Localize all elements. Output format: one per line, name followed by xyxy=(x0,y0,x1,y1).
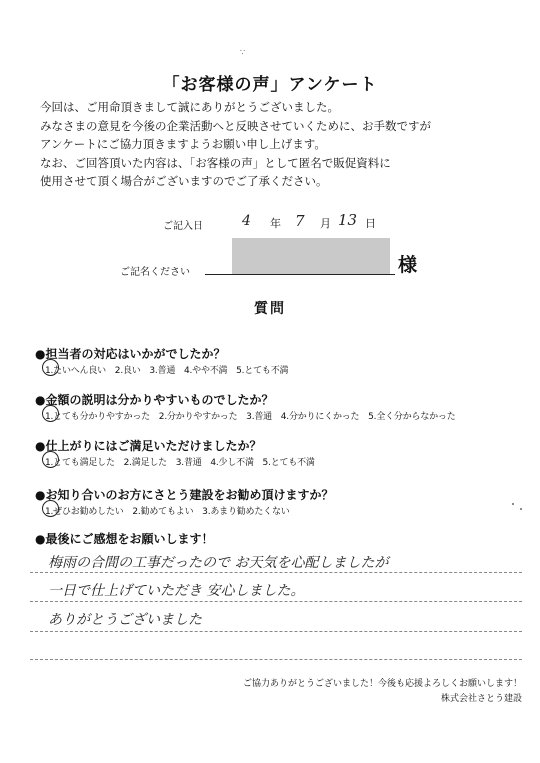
scan-mark: ∵ xyxy=(240,48,246,57)
name-suffix: 様 xyxy=(398,254,418,276)
question-1-options[interactable]: 1.たいへん良い 2.良い 3.普通 4.やや不満 5.とても不満 xyxy=(45,366,289,376)
intro-line: 使用させて頂く場合がございますのでご了承ください。 xyxy=(40,174,328,188)
intro-line: みなさまの意見を今後の企業活動へと反映させていくために、お手数ですが xyxy=(40,118,431,133)
date-month-unit: 月 xyxy=(320,217,331,230)
date-day-unit: 日 xyxy=(365,217,376,230)
question-2-selected-circle xyxy=(42,405,59,422)
comment-line-2-text[interactable]: 一日で仕上げていただき 安心しました。 xyxy=(48,583,305,599)
question-1-selected-circle xyxy=(42,359,59,376)
question-3-selected-circle xyxy=(42,451,59,468)
comment-heading: ●最後にご感想をお願いします！ xyxy=(35,532,214,546)
scan-speck xyxy=(520,508,522,510)
date-day-value[interactable]: 13 xyxy=(338,211,358,229)
footer-company: 株式会社さとう建設 xyxy=(440,694,522,704)
comment-line-rule xyxy=(30,659,522,660)
question-1-text: ●担当者の対応はいかがでしたか？ xyxy=(35,347,226,361)
question-4-selected-circle xyxy=(42,500,59,517)
intro-line: アンケートにご協力頂きますようお願い申し上げます。 xyxy=(40,137,326,151)
date-year-value[interactable]: 4 xyxy=(242,213,251,229)
question-4-options[interactable]: 1.ぜひお勧めしたい 2.勧めてもよい 3.あまり勧めたくない xyxy=(45,507,290,517)
question-4-text: ●お知り合いのお方にさとう建設をお勧め頂けますか？ xyxy=(35,488,334,502)
footer-thanks: ご協力ありがとうございました！今後も応援よろしくお願いします！ xyxy=(242,679,522,689)
question-2-text: ●金額の説明は分かりやすいものでしたか？ xyxy=(35,393,274,407)
comment-line-rule xyxy=(30,601,522,602)
intro-text xyxy=(40,98,510,191)
question-2-options[interactable]: 1.とても分かりやすかった 2.分かりやすかった 3.普通 4.分かりにくかった 5.全く分からなかった xyxy=(45,412,456,422)
survey-title: 「お客様の声」アンケート xyxy=(162,75,378,95)
question-3-options[interactable]: 1.とても満足した 2.満足した 3.普通 4.少し不満 5.とても不満 xyxy=(45,458,315,468)
comment-line-3-text[interactable]: ありがとうございました xyxy=(48,612,202,628)
question-3-text: ●仕上がりにはご満足いただけましたか？ xyxy=(35,439,262,453)
date-year-unit: 年 xyxy=(270,217,281,230)
intro-line: なお、ご回答頂いた内容は、「お客様の声」として匿名で販促資料に xyxy=(40,155,391,170)
section-heading: 質問 xyxy=(254,301,286,317)
comment-line-rule xyxy=(30,572,522,573)
name-redaction-box xyxy=(232,238,390,274)
comment-line-1-text[interactable]: 梅雨の合間の工事だったので お天気を心配しましたが xyxy=(48,555,389,571)
intro-line: 今回は、ご用命頂きまして誠にありがとうございました。 xyxy=(40,100,339,114)
date-month-value[interactable]: 7 xyxy=(295,212,305,230)
scan-speck xyxy=(512,503,514,505)
name-label: ご記名ください xyxy=(120,267,190,278)
date-label: ご記入日 xyxy=(163,221,203,232)
name-underline xyxy=(205,274,395,275)
comment-line-rule xyxy=(30,631,522,632)
